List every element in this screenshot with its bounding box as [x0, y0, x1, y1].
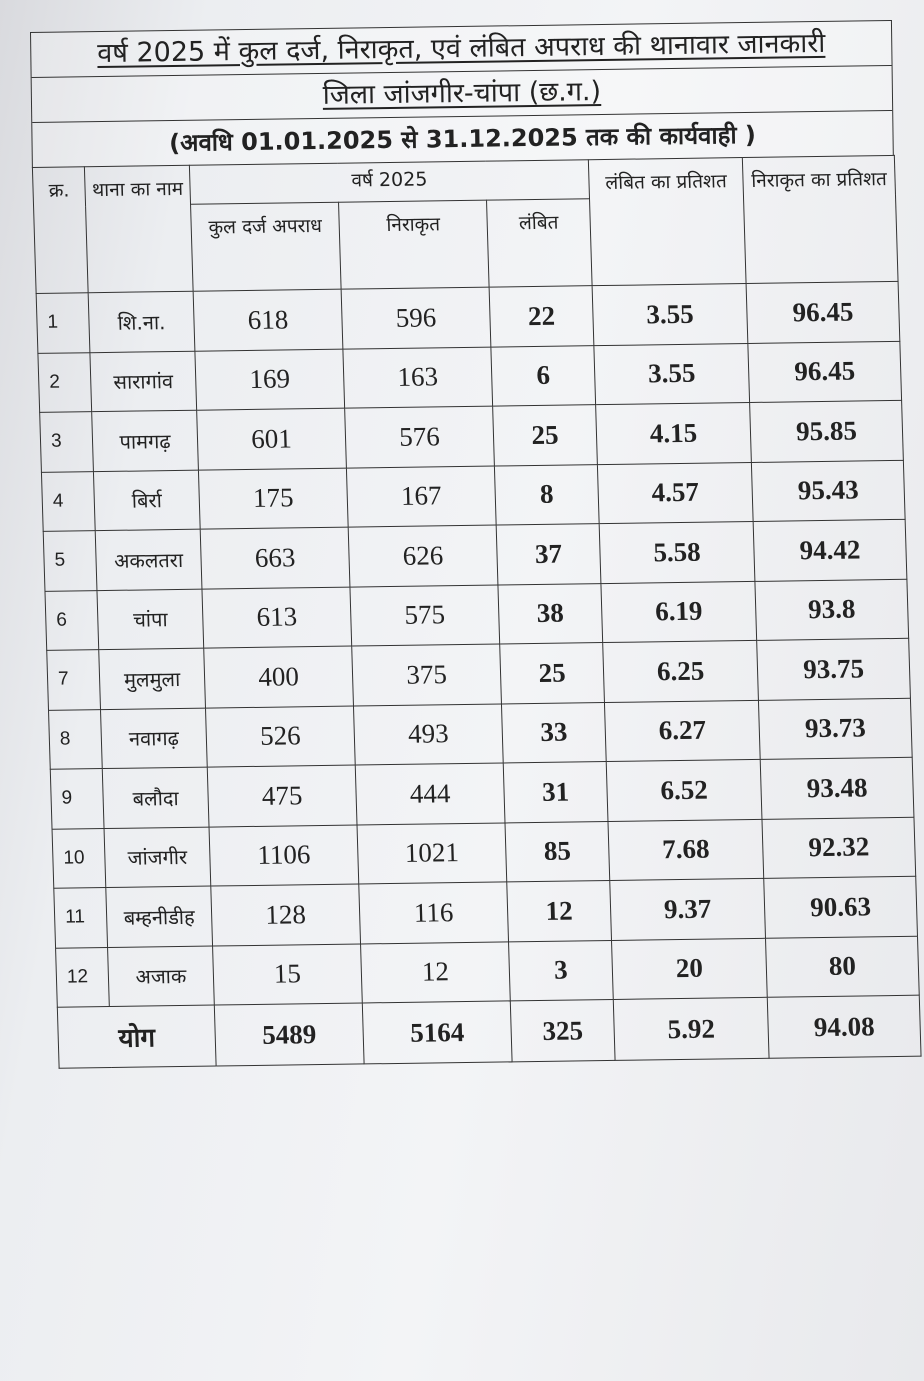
cell-station: जांजगीर	[104, 827, 211, 888]
report-header	[30, 20, 894, 167]
cell-pending: 3	[509, 940, 614, 1001]
cell-pending-pct: 5.58	[599, 521, 755, 583]
cell-registered: 618	[193, 289, 343, 351]
cell-disposed: 576	[345, 406, 495, 468]
cell-station: अकलतरा	[95, 529, 202, 590]
cell-registered: 526	[205, 706, 355, 768]
cell-disposed-pct: 93.75	[757, 638, 911, 700]
cell-disposed: 116	[359, 882, 509, 944]
cell-sno: 6	[45, 590, 99, 650]
total-registered: 5489	[214, 1003, 364, 1066]
cell-disposed: 444	[355, 763, 505, 825]
cell-pending-pct: 6.19	[601, 581, 757, 643]
cell-registered: 601	[197, 408, 347, 470]
cell-pending-pct: 6.25	[603, 640, 759, 702]
cell-registered: 169	[195, 349, 345, 411]
cell-disposed-pct: 80	[766, 936, 920, 998]
cell-registered: 613	[202, 587, 352, 649]
total-row	[57, 995, 921, 1068]
total-pending-pct: 5.92	[613, 997, 769, 1060]
cell-sno: 7	[47, 650, 101, 710]
cell-sno: 5	[43, 531, 97, 591]
cell-disposed-pct: 93.73	[758, 698, 912, 760]
cell-registered: 15	[213, 943, 363, 1005]
cell-disposed: 1021	[357, 822, 507, 884]
cell-sno: 8	[48, 709, 102, 769]
cell-pending: 6	[491, 345, 596, 406]
cell-pending: 33	[501, 702, 606, 763]
cell-pending: 22	[489, 286, 594, 347]
cell-pending: 37	[496, 524, 601, 585]
period-text: (अवधि 01.01.2025 से 31.12.2025 तक की कार्यवाही )	[168, 120, 757, 158]
cell-disposed-pct: 93.8	[755, 579, 909, 641]
total-disposed: 5164	[362, 1001, 512, 1064]
header-pending-pct: लंबित का प्रतिशत	[588, 158, 746, 286]
total-disposed-pct: 94.08	[767, 995, 921, 1058]
cell-sno: 9	[50, 769, 104, 829]
cell-sno: 12	[56, 947, 110, 1007]
cell-disposed-pct: 94.42	[753, 519, 907, 581]
district-subtitle-text: जिला जांजगीर-चांपा (छ.ग.)	[322, 76, 602, 111]
report-title-text: वर्ष 2025 में कुल दर्ज, निराकृत, एवं लंबित अपराध की थानावार जानकारी	[97, 27, 826, 70]
header-disposed-pct: निराकृत का प्रतिशत	[742, 155, 898, 283]
cell-pending: 25	[493, 405, 598, 466]
cell-registered: 663	[200, 527, 350, 589]
header-sno: क्र.	[32, 167, 88, 294]
header-year: वर्ष 2025	[189, 160, 589, 205]
cell-station: पामगढ़	[92, 410, 199, 471]
cell-registered: 475	[207, 765, 357, 827]
cell-station: शि.ना.	[88, 291, 195, 352]
cell-disposed-pct: 93.48	[760, 757, 914, 819]
cell-pending-pct: 3.55	[592, 284, 748, 346]
cell-registered: 175	[198, 468, 348, 530]
cell-pending-pct: 20	[612, 938, 768, 1000]
cell-registered: 400	[204, 646, 354, 708]
cell-pending-pct: 3.55	[594, 343, 750, 405]
header-station: थाना का नाम	[84, 165, 193, 292]
cell-registered: 1106	[209, 825, 359, 887]
crime-data-table	[32, 155, 922, 1069]
cell-disposed: 375	[352, 644, 502, 706]
cell-pending: 8	[494, 464, 599, 525]
cell-disposed-pct: 92.32	[762, 817, 916, 879]
cell-pending: 85	[505, 821, 610, 882]
cell-station: नवागढ़	[100, 708, 207, 769]
cell-pending-pct: 7.68	[608, 819, 764, 881]
cell-disposed-pct: 96.45	[746, 281, 900, 343]
cell-pending-pct: 4.57	[597, 462, 753, 524]
cell-disposed-pct: 95.43	[751, 460, 905, 522]
cell-pending: 38	[498, 583, 603, 644]
cell-sno: 11	[54, 888, 108, 948]
cell-disposed: 575	[350, 585, 500, 647]
cell-disposed: 596	[341, 287, 491, 349]
cell-station: सारागांव	[90, 351, 197, 412]
cell-sno: 3	[40, 412, 94, 472]
cell-sno: 1	[36, 293, 90, 353]
header-pending: लंबित	[487, 199, 593, 287]
total-label: योग	[57, 1005, 216, 1068]
cell-sno: 4	[41, 471, 95, 531]
header-disposed: निराकृत	[339, 200, 490, 289]
cell-disposed: 167	[346, 466, 496, 528]
cell-station: मुलमुला	[99, 648, 206, 709]
cell-sno: 2	[38, 352, 92, 412]
cell-station: अजाक	[108, 946, 215, 1007]
header-registered: कुल दर्ज अपराध	[191, 202, 342, 291]
cell-disposed: 493	[353, 703, 503, 765]
cell-disposed-pct: 96.45	[748, 341, 902, 403]
cell-pending: 31	[503, 762, 608, 823]
cell-pending: 12	[507, 880, 612, 941]
cell-station: चांपा	[97, 589, 204, 650]
cell-station: बिर्रा	[93, 470, 200, 531]
cell-sno: 10	[52, 828, 106, 888]
total-pending: 325	[510, 999, 615, 1061]
cell-station: बम्हनीडीह	[106, 886, 213, 947]
cell-registered: 128	[211, 884, 361, 946]
cell-disposed: 12	[361, 941, 511, 1003]
cell-pending-pct: 4.15	[596, 402, 752, 464]
cell-disposed-pct: 90.63	[764, 876, 918, 938]
cell-disposed-pct: 95.85	[750, 400, 904, 462]
cell-pending-pct: 6.52	[606, 759, 762, 821]
cell-pending: 25	[500, 643, 605, 704]
cell-pending-pct: 6.27	[604, 700, 760, 762]
cell-disposed: 626	[348, 525, 498, 587]
cell-disposed: 163	[343, 347, 493, 409]
cell-pending-pct: 9.37	[610, 878, 766, 940]
report-sheet	[30, 20, 907, 1147]
cell-station: बलौदा	[102, 767, 209, 828]
